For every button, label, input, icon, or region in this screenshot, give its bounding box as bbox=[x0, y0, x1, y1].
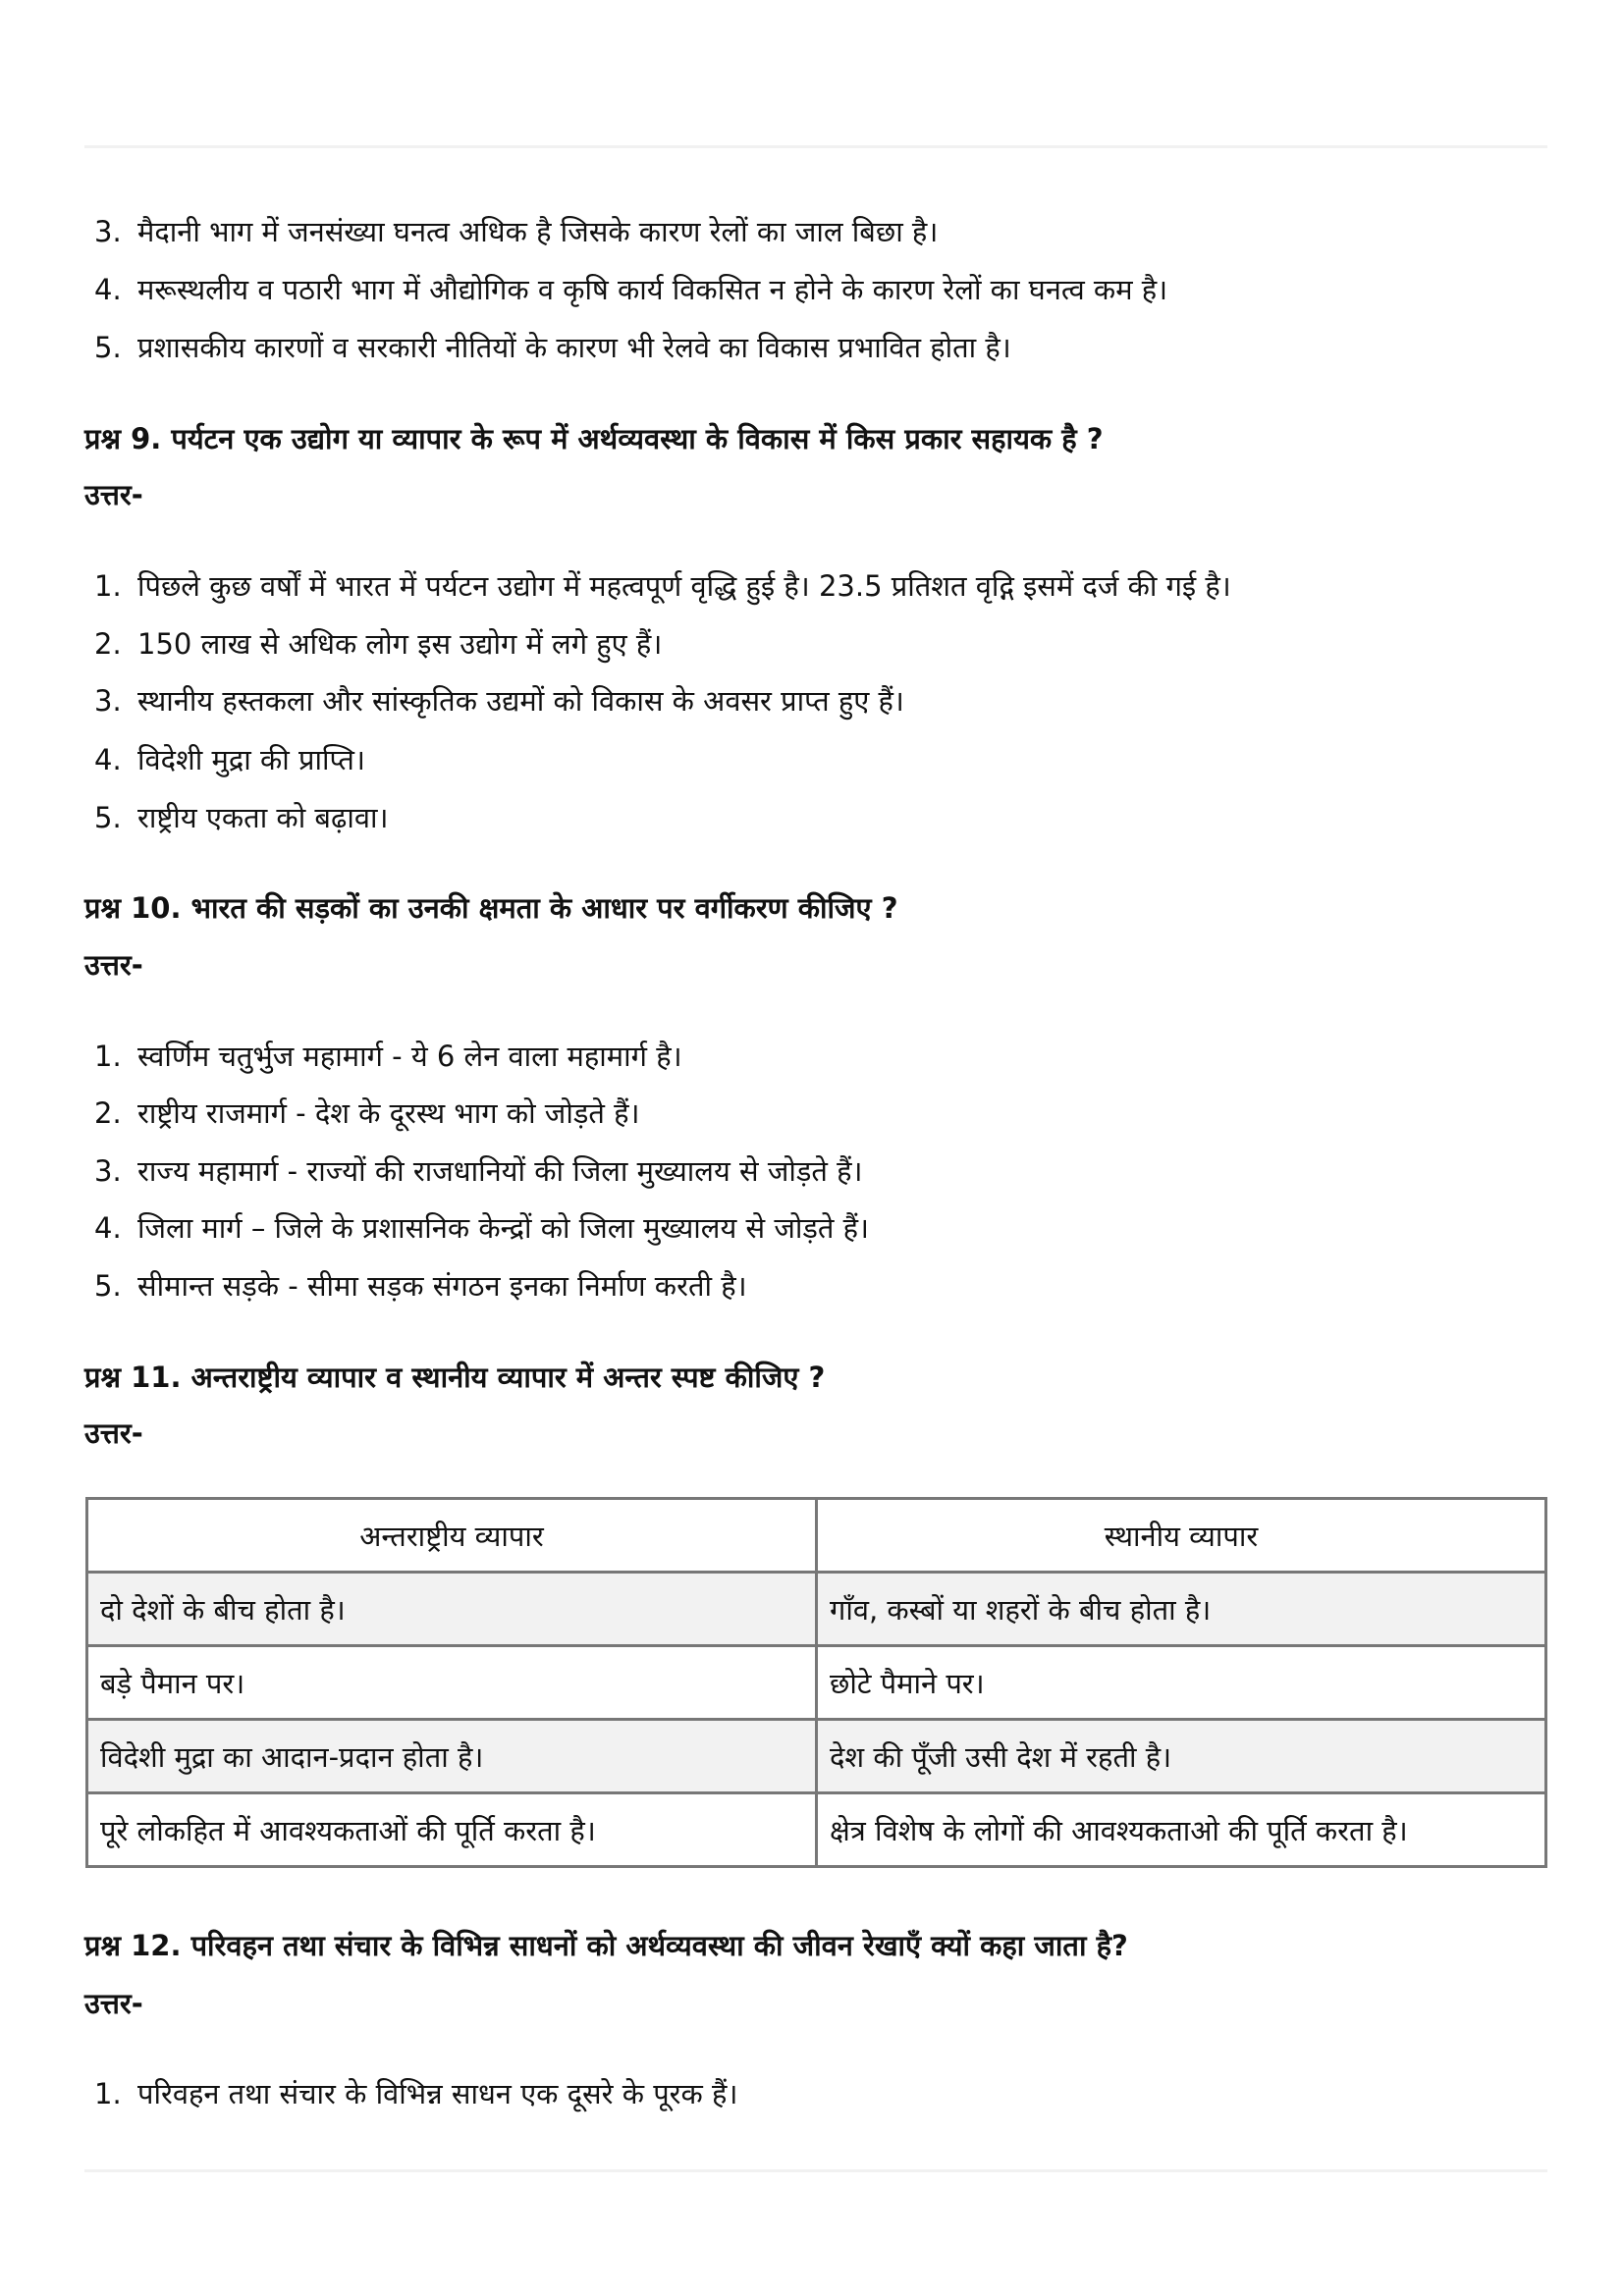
list-item: प्रशासकीय कारणों व सरकारी नीतियों के कारण भी रेलवे का विकास प्रभावित होता है। bbox=[137, 331, 1011, 364]
table-header-row bbox=[87, 1499, 1546, 1573]
answer-label: उत्तर- bbox=[84, 948, 143, 982]
answer-label: उत्तर- bbox=[84, 478, 143, 511]
list-number: 4. bbox=[94, 273, 122, 306]
answer-label: उत्तर- bbox=[84, 1987, 143, 2020]
question-12: प्रश्न 12. परिवहन तथा संचार के विभिन्न साधनों को अर्थव्यवस्था की जीवन रेखाएँ क्यों कहा जाता है? bbox=[84, 1929, 1128, 1962]
list-number: 1. bbox=[94, 569, 122, 603]
table-cell: बड़े पैमान पर। bbox=[87, 1646, 817, 1720]
table-cell: दो देशों के बीच होता है। bbox=[87, 1573, 817, 1646]
top-divider bbox=[84, 145, 1547, 148]
answer-label: उत्तर- bbox=[84, 1416, 143, 1450]
table-row bbox=[87, 1646, 1546, 1720]
table-cell: गाँव, कस्बों या शहरों के बीच होता है। bbox=[817, 1573, 1546, 1646]
list-item: स्वर्णिम चतुर्भुज महामार्ग - ये 6 लेन वाला महामार्ग है। bbox=[137, 1040, 682, 1073]
table-row bbox=[87, 1573, 1546, 1646]
list-item: पिछले कुछ वर्षों में भारत में पर्यटन उद्योग में महत्वपूर्ण वृद्धि हुई है। 23.5 प्रतिशत वृद्गि इसमें दर्ज की गई है। bbox=[137, 569, 1231, 603]
list-number: 5. bbox=[94, 801, 122, 834]
list-number: 2. bbox=[94, 627, 122, 661]
table-cell: छोटे पैमाने पर। bbox=[817, 1646, 1546, 1720]
list-number: 5. bbox=[94, 1269, 122, 1303]
table-row bbox=[87, 1720, 1546, 1793]
list-item: राष्ट्रीय एकता को बढ़ावा। bbox=[137, 801, 389, 834]
list-item: जिला मार्ग – जिले के प्रशासनिक केन्द्रों को जिला मुख्यालय से जोड़ते हैं। bbox=[137, 1211, 869, 1245]
bottom-divider bbox=[84, 2169, 1547, 2172]
list-number: 2. bbox=[94, 1096, 122, 1130]
table-header: अन्तराष्ट्रीय व्यापार bbox=[87, 1499, 817, 1573]
list-number: 1. bbox=[94, 1040, 122, 1073]
question-9: प्रश्न 9. पर्यटन एक उद्योग या व्यापार के रूप में अर्थव्यवस्था के विकास में किस प्रकार सहायक है ? bbox=[84, 422, 1104, 455]
list-item: विदेशी मुद्रा की प्राप्ति। bbox=[137, 743, 365, 776]
list-item: परिवहन तथा संचार के विभिन्न साधन एक दूसरे के पूरक हैं। bbox=[137, 2077, 738, 2110]
comparison-table bbox=[85, 1497, 1547, 1868]
list-item: मैदानी भाग में जनसंख्या घनत्व अधिक है जिसके कारण रेलों का जाल बिछा है। bbox=[137, 215, 939, 248]
list-item: 150 लाख से अधिक लोग इस उद्योग में लगे हुए हैं। bbox=[137, 627, 663, 661]
question-10: प्रश्न 10. भारत की सड़कों का उनकी क्षमता के आधार पर वर्गीकरण कीजिए ? bbox=[84, 891, 898, 925]
list-number: 3. bbox=[94, 684, 122, 718]
list-item: मरूस्थलीय व पठारी भाग में औद्योगिक व कृषि कार्य विकसित न होने के कारण रेलों का घनत्व कम है। bbox=[137, 273, 1168, 306]
list-number: 4. bbox=[94, 743, 122, 776]
table-header: स्थानीय व्यापार bbox=[817, 1499, 1546, 1573]
list-number: 5. bbox=[94, 331, 122, 364]
list-item: राष्ट्रीय राजमार्ग - देश के दूरस्थ भाग को जोड़ते हैं। bbox=[137, 1096, 640, 1130]
table-row bbox=[87, 1793, 1546, 1867]
list-item: राज्य महामार्ग - राज्यों की राजधानियों की जिला मुख्यालय से जोड़ते हैं। bbox=[137, 1154, 863, 1188]
table-cell: पूरे लोकहित में आवश्यकताओं की पूर्ति करता है। bbox=[87, 1793, 817, 1867]
table-cell: क्षेत्र विशेष के लोगों की आवश्यकताओ की पूर्ति करता है। bbox=[817, 1793, 1546, 1867]
list-number: 3. bbox=[94, 1154, 122, 1188]
table-cell: विदेशी मुद्रा का आदान-प्रदान होता है। bbox=[87, 1720, 817, 1793]
list-item: स्थानीय हस्तकला और सांस्कृतिक उद्यमों को विकास के अवसर प्राप्त हुए हैं। bbox=[137, 684, 904, 718]
list-number: 4. bbox=[94, 1211, 122, 1245]
list-number: 3. bbox=[94, 215, 122, 248]
question-11: प्रश्न 11. अन्तराष्ट्रीय व्यापार व स्थानीय व्यापार में अन्तर स्पष्ट कीजिए ? bbox=[84, 1361, 826, 1394]
list-number: 1. bbox=[94, 2077, 122, 2110]
list-item: सीमान्त सड़के - सीमा सड़क संगठन इनका निर्माण करती है। bbox=[137, 1269, 747, 1303]
table-cell: देश की पूँजी उसी देश में रहती है। bbox=[817, 1720, 1546, 1793]
